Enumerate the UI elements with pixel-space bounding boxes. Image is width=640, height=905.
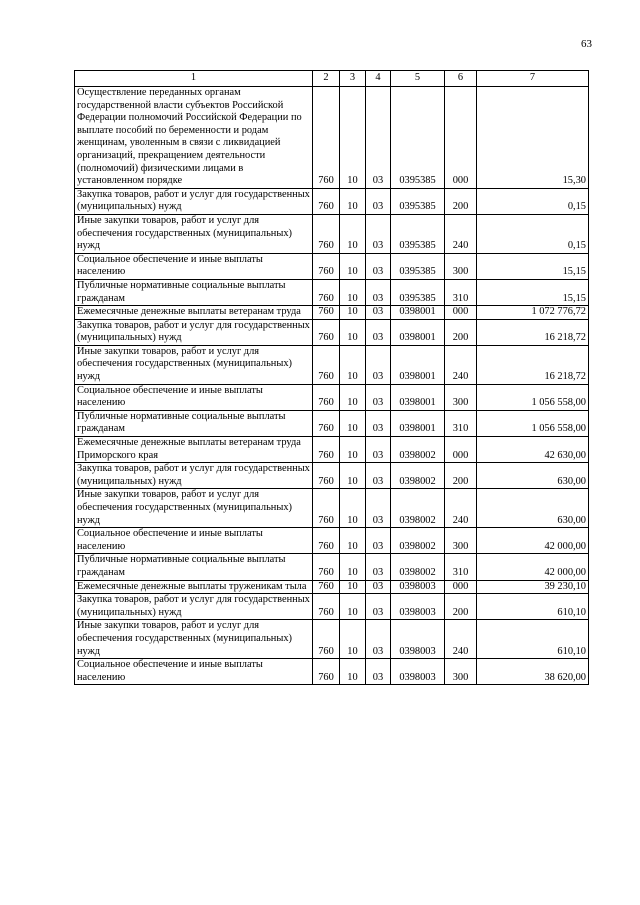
column-header: 7 <box>477 71 589 87</box>
target-item-code-cell: 0398001 <box>391 345 445 384</box>
target-item-code-cell: 0398002 <box>391 489 445 528</box>
target-item-code-cell: 0398002 <box>391 463 445 489</box>
expense-type-code-cell: 200 <box>445 319 477 345</box>
expense-type-code-cell: 000 <box>445 437 477 463</box>
expense-name-cell: Социальное обеспечение и иные выплаты населению <box>75 659 313 685</box>
amount-cell: 0,15 <box>477 214 589 253</box>
target-item-code-cell: 0395385 <box>391 214 445 253</box>
section-code-cell: 10 <box>340 345 366 384</box>
expense-name-cell: Закупка товаров, работ и услуг для государственных (муниципальных) нужд <box>75 463 313 489</box>
ministry-code-cell: 760 <box>313 659 340 685</box>
target-item-code-cell: 0395385 <box>391 279 445 305</box>
table-row <box>75 384 589 410</box>
expense-type-code-cell: 240 <box>445 214 477 253</box>
table-row <box>75 279 589 305</box>
table-row <box>75 528 589 554</box>
expense-type-code-cell: 000 <box>445 87 477 189</box>
table-row <box>75 188 589 214</box>
ministry-code-cell: 760 <box>313 214 340 253</box>
section-code-cell: 10 <box>340 188 366 214</box>
ministry-code-cell: 760 <box>313 188 340 214</box>
target-item-code-cell: 0395385 <box>391 87 445 189</box>
expense-type-code-cell: 000 <box>445 306 477 320</box>
target-item-code-cell: 0398001 <box>391 410 445 436</box>
section-code-cell: 10 <box>340 306 366 320</box>
section-code-cell: 10 <box>340 463 366 489</box>
amount-cell: 15,15 <box>477 253 589 279</box>
expense-name-cell: Социальное обеспечение и иные выплаты населению <box>75 528 313 554</box>
ministry-code-cell: 760 <box>313 253 340 279</box>
amount-cell: 42 630,00 <box>477 437 589 463</box>
amount-cell: 38 620,00 <box>477 659 589 685</box>
subsection-code-cell: 03 <box>366 306 391 320</box>
expense-type-code-cell: 240 <box>445 345 477 384</box>
expense-name-cell: Закупка товаров, работ и услуг для государственных (муниципальных) нужд <box>75 188 313 214</box>
target-item-code-cell: 0398001 <box>391 384 445 410</box>
expense-name-cell: Социальное обеспечение и иные выплаты населению <box>75 253 313 279</box>
expense-name-cell: Ежемесячные денежные выплаты труженикам тыла <box>75 580 313 594</box>
section-code-cell: 10 <box>340 489 366 528</box>
expense-name-cell: Осуществление переданных органам государственной власти субъектов Российской Федерации полномочий Российской Федерации по выплате пособий по беременности и родам женщинам, уволенным в связи с ликвидацией организаций, прекращением деятельности (полномочий) физическими лицами в установленном порядке <box>75 87 313 189</box>
column-header: 6 <box>445 71 477 87</box>
amount-cell: 16 218,72 <box>477 345 589 384</box>
expense-name-cell: Публичные нормативные социальные выплаты гражданам <box>75 554 313 580</box>
table-row <box>75 410 589 436</box>
subsection-code-cell: 03 <box>366 410 391 436</box>
expense-name-cell: Закупка товаров, работ и услуг для государственных (муниципальных) нужд <box>75 594 313 620</box>
table-row <box>75 554 589 580</box>
target-item-code-cell: 0398003 <box>391 620 445 659</box>
amount-cell: 630,00 <box>477 463 589 489</box>
subsection-code-cell: 03 <box>366 384 391 410</box>
expense-name-cell: Иные закупки товаров, работ и услуг для обеспечения государственных (муниципальных) нужд <box>75 345 313 384</box>
expense-type-code-cell: 300 <box>445 384 477 410</box>
target-item-code-cell: 0395385 <box>391 188 445 214</box>
subsection-code-cell: 03 <box>366 214 391 253</box>
subsection-code-cell: 03 <box>366 253 391 279</box>
expense-name-cell: Закупка товаров, работ и услуг для государственных (муниципальных) нужд <box>75 319 313 345</box>
expense-name-cell: Иные закупки товаров, работ и услуг для обеспечения государственных (муниципальных) нужд <box>75 620 313 659</box>
table-row <box>75 463 589 489</box>
table-header-row <box>75 71 589 87</box>
ministry-code-cell: 760 <box>313 554 340 580</box>
table-row <box>75 580 589 594</box>
expense-type-code-cell: 000 <box>445 580 477 594</box>
section-code-cell: 10 <box>340 214 366 253</box>
section-code-cell: 10 <box>340 580 366 594</box>
subsection-code-cell: 03 <box>366 620 391 659</box>
table-row <box>75 659 589 685</box>
ministry-code-cell: 760 <box>313 306 340 320</box>
table-row <box>75 214 589 253</box>
amount-cell: 1 056 558,00 <box>477 384 589 410</box>
expense-type-code-cell: 300 <box>445 528 477 554</box>
amount-cell: 39 230,10 <box>477 580 589 594</box>
amount-cell: 42 000,00 <box>477 528 589 554</box>
budget-table <box>74 70 589 685</box>
expense-name-cell: Ежемесячные денежные выплаты ветеранам труда Приморского края <box>75 437 313 463</box>
ministry-code-cell: 760 <box>313 594 340 620</box>
expense-name-cell: Ежемесячные денежные выплаты ветеранам труда <box>75 306 313 320</box>
target-item-code-cell: 0398002 <box>391 437 445 463</box>
expense-type-code-cell: 240 <box>445 489 477 528</box>
ministry-code-cell: 760 <box>313 437 340 463</box>
expense-type-code-cell: 310 <box>445 410 477 436</box>
table-row <box>75 594 589 620</box>
table-row <box>75 489 589 528</box>
subsection-code-cell: 03 <box>366 437 391 463</box>
subsection-code-cell: 03 <box>366 87 391 189</box>
amount-cell: 1 072 776,72 <box>477 306 589 320</box>
expense-type-code-cell: 200 <box>445 188 477 214</box>
ministry-code-cell: 760 <box>313 319 340 345</box>
target-item-code-cell: 0398002 <box>391 528 445 554</box>
expense-type-code-cell: 200 <box>445 594 477 620</box>
section-code-cell: 10 <box>340 437 366 463</box>
amount-cell: 1 056 558,00 <box>477 410 589 436</box>
target-item-code-cell: 0398003 <box>391 580 445 594</box>
column-header: 2 <box>313 71 340 87</box>
ministry-code-cell: 760 <box>313 528 340 554</box>
amount-cell: 610,10 <box>477 620 589 659</box>
amount-cell: 630,00 <box>477 489 589 528</box>
subsection-code-cell: 03 <box>366 188 391 214</box>
table-row <box>75 319 589 345</box>
section-code-cell: 10 <box>340 319 366 345</box>
ministry-code-cell: 760 <box>313 279 340 305</box>
expense-type-code-cell: 240 <box>445 620 477 659</box>
target-item-code-cell: 0398001 <box>391 319 445 345</box>
column-header: 1 <box>75 71 313 87</box>
expense-type-code-cell: 300 <box>445 253 477 279</box>
target-item-code-cell: 0398001 <box>391 306 445 320</box>
target-item-code-cell: 0398003 <box>391 594 445 620</box>
section-code-cell: 10 <box>340 554 366 580</box>
expense-type-code-cell: 310 <box>445 279 477 305</box>
subsection-code-cell: 03 <box>366 345 391 384</box>
amount-cell: 15,30 <box>477 87 589 189</box>
table-row <box>75 345 589 384</box>
section-code-cell: 10 <box>340 659 366 685</box>
page-number: 63 <box>581 38 592 50</box>
section-code-cell: 10 <box>340 410 366 436</box>
ministry-code-cell: 760 <box>313 410 340 436</box>
ministry-code-cell: 760 <box>313 620 340 659</box>
amount-cell: 15,15 <box>477 279 589 305</box>
column-header: 3 <box>340 71 366 87</box>
expense-name-cell: Иные закупки товаров, работ и услуг для обеспечения государственных (муниципальных) нужд <box>75 489 313 528</box>
ministry-code-cell: 760 <box>313 384 340 410</box>
table-body <box>75 87 589 685</box>
section-code-cell: 10 <box>340 384 366 410</box>
expense-name-cell: Социальное обеспечение и иные выплаты населению <box>75 384 313 410</box>
subsection-code-cell: 03 <box>366 319 391 345</box>
target-item-code-cell: 0398002 <box>391 554 445 580</box>
subsection-code-cell: 03 <box>366 554 391 580</box>
expense-name-cell: Публичные нормативные социальные выплаты гражданам <box>75 410 313 436</box>
expense-type-code-cell: 300 <box>445 659 477 685</box>
expense-name-cell: Публичные нормативные социальные выплаты гражданам <box>75 279 313 305</box>
section-code-cell: 10 <box>340 620 366 659</box>
ministry-code-cell: 760 <box>313 463 340 489</box>
section-code-cell: 10 <box>340 528 366 554</box>
subsection-code-cell: 03 <box>366 528 391 554</box>
column-header: 5 <box>391 71 445 87</box>
ministry-code-cell: 760 <box>313 580 340 594</box>
ministry-code-cell: 760 <box>313 87 340 189</box>
amount-cell: 0,15 <box>477 188 589 214</box>
subsection-code-cell: 03 <box>366 594 391 620</box>
amount-cell: 610,10 <box>477 594 589 620</box>
table-row <box>75 437 589 463</box>
subsection-code-cell: 03 <box>366 463 391 489</box>
expense-type-code-cell: 310 <box>445 554 477 580</box>
subsection-code-cell: 03 <box>366 489 391 528</box>
table-row <box>75 306 589 320</box>
ministry-code-cell: 760 <box>313 345 340 384</box>
target-item-code-cell: 0398003 <box>391 659 445 685</box>
subsection-code-cell: 03 <box>366 659 391 685</box>
table-row <box>75 87 589 189</box>
subsection-code-cell: 03 <box>366 580 391 594</box>
amount-cell: 42 000,00 <box>477 554 589 580</box>
table-row <box>75 253 589 279</box>
section-code-cell: 10 <box>340 279 366 305</box>
expense-name-cell: Иные закупки товаров, работ и услуг для обеспечения государственных (муниципальных) нужд <box>75 214 313 253</box>
ministry-code-cell: 760 <box>313 489 340 528</box>
target-item-code-cell: 0395385 <box>391 253 445 279</box>
expense-type-code-cell: 200 <box>445 463 477 489</box>
section-code-cell: 10 <box>340 594 366 620</box>
column-header: 4 <box>366 71 391 87</box>
table-row <box>75 620 589 659</box>
section-code-cell: 10 <box>340 87 366 189</box>
section-code-cell: 10 <box>340 253 366 279</box>
subsection-code-cell: 03 <box>366 279 391 305</box>
amount-cell: 16 218,72 <box>477 319 589 345</box>
